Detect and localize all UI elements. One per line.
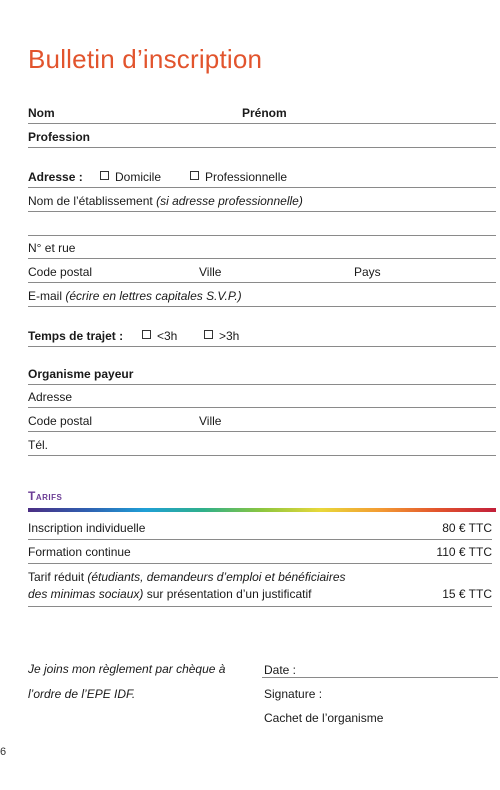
field-profession[interactable] <box>28 129 496 148</box>
tarif-reduit-suffix: sur présentation d’un justificatif <box>143 587 312 601</box>
field-org-adresse[interactable] <box>28 389 496 408</box>
payment-text-2: l’ordre de l’EPE IDF. <box>28 687 136 701</box>
date-line[interactable] <box>262 677 498 678</box>
option-domicile[interactable] <box>100 170 161 184</box>
field-nom-prenom[interactable] <box>28 105 496 124</box>
field-tel[interactable] <box>28 437 496 456</box>
checkbox-professionnelle[interactable] <box>190 171 199 180</box>
label-ville: Ville <box>199 265 222 279</box>
label-etablissement <box>28 194 303 208</box>
label-org-adresse: Adresse <box>28 390 73 404</box>
tarif-reduit-line-1 <box>28 570 346 584</box>
page-number: 6 <box>0 746 7 758</box>
form-title: Bulletin d’inscription <box>28 44 263 74</box>
tarif-label: Inscription individuelle <box>28 521 146 535</box>
label-org-code-postal: Code postal <box>28 414 93 428</box>
tarif-row <box>28 519 492 540</box>
checkbox-trajet-2[interactable] <box>204 330 213 339</box>
tarif-reduit-note-1: (étudiants, demandeurs d’emploi et bénéficiaires <box>87 570 346 584</box>
label-profession: Profession <box>28 130 91 144</box>
field-email[interactable] <box>28 288 496 307</box>
date-label: Date : <box>264 663 297 677</box>
label-email <box>28 289 242 303</box>
option-trajet-2[interactable] <box>204 329 239 343</box>
label-organisme: Organisme payeur <box>28 367 134 381</box>
tarif-label: Formation continue <box>28 545 131 559</box>
tarif-reduit-line-2 <box>28 587 311 601</box>
field-trajet <box>28 328 496 347</box>
checkbox-domicile[interactable] <box>100 171 109 180</box>
field-org-cp-ville[interactable] <box>28 413 496 432</box>
option-trajet-1[interactable] <box>142 329 177 343</box>
option-professionnelle[interactable] <box>190 170 287 184</box>
label-trajet-1: <3h <box>157 329 178 343</box>
label-trajet-2: >3h <box>219 329 240 343</box>
label-etablissement-text: Nom de l’établissement <box>28 194 153 208</box>
tarif-reduit-note-2: des minimas sociaux) <box>28 587 144 601</box>
tarif-row-reduit <box>28 568 492 607</box>
label-email-note: (écrire en lettres capitales S.V.P.) <box>65 289 242 303</box>
label-org-ville: Ville <box>199 414 222 428</box>
checkbox-trajet-1[interactable] <box>142 330 151 339</box>
label-etablissement-note: (si adresse professionnelle) <box>156 194 303 208</box>
tarif-reduit-label: Tarif réduit <box>28 570 85 584</box>
tarif-amount: 80 € TTC <box>442 521 492 535</box>
label-domicile: Domicile <box>115 170 162 184</box>
field-blank-line[interactable] <box>28 217 496 236</box>
label-nom: Nom <box>28 106 55 120</box>
label-adresse: Adresse : <box>28 170 83 184</box>
field-organisme[interactable] <box>28 366 496 385</box>
field-etablissement[interactable] <box>28 193 496 212</box>
signature-label: Signature : <box>264 687 323 701</box>
field-adresse-type <box>28 169 496 188</box>
label-rue: N° et rue <box>28 241 76 255</box>
cachet-label: Cachet de l’organisme <box>264 711 384 725</box>
tarif-reduit-amount: 15 € TTC <box>442 587 492 601</box>
label-code-postal: Code postal <box>28 265 93 279</box>
tarif-row <box>28 543 492 564</box>
label-prenom: Prénom <box>242 106 287 120</box>
tarifs-heading: Tarifs <box>28 489 63 503</box>
payment-text-1: Je joins mon règlement par chèque à <box>28 662 226 676</box>
label-pays: Pays <box>354 265 381 279</box>
field-cp-ville-pays[interactable] <box>28 264 496 283</box>
tarif-amount: 110 € TTC <box>436 545 492 559</box>
label-email-text: E-mail <box>28 289 63 303</box>
label-professionnelle: Professionnelle <box>205 170 288 184</box>
field-rue[interactable] <box>28 240 496 259</box>
label-tel: Tél. <box>28 438 49 452</box>
rainbow-divider <box>28 508 496 512</box>
label-trajet: Temps de trajet : <box>28 329 124 343</box>
